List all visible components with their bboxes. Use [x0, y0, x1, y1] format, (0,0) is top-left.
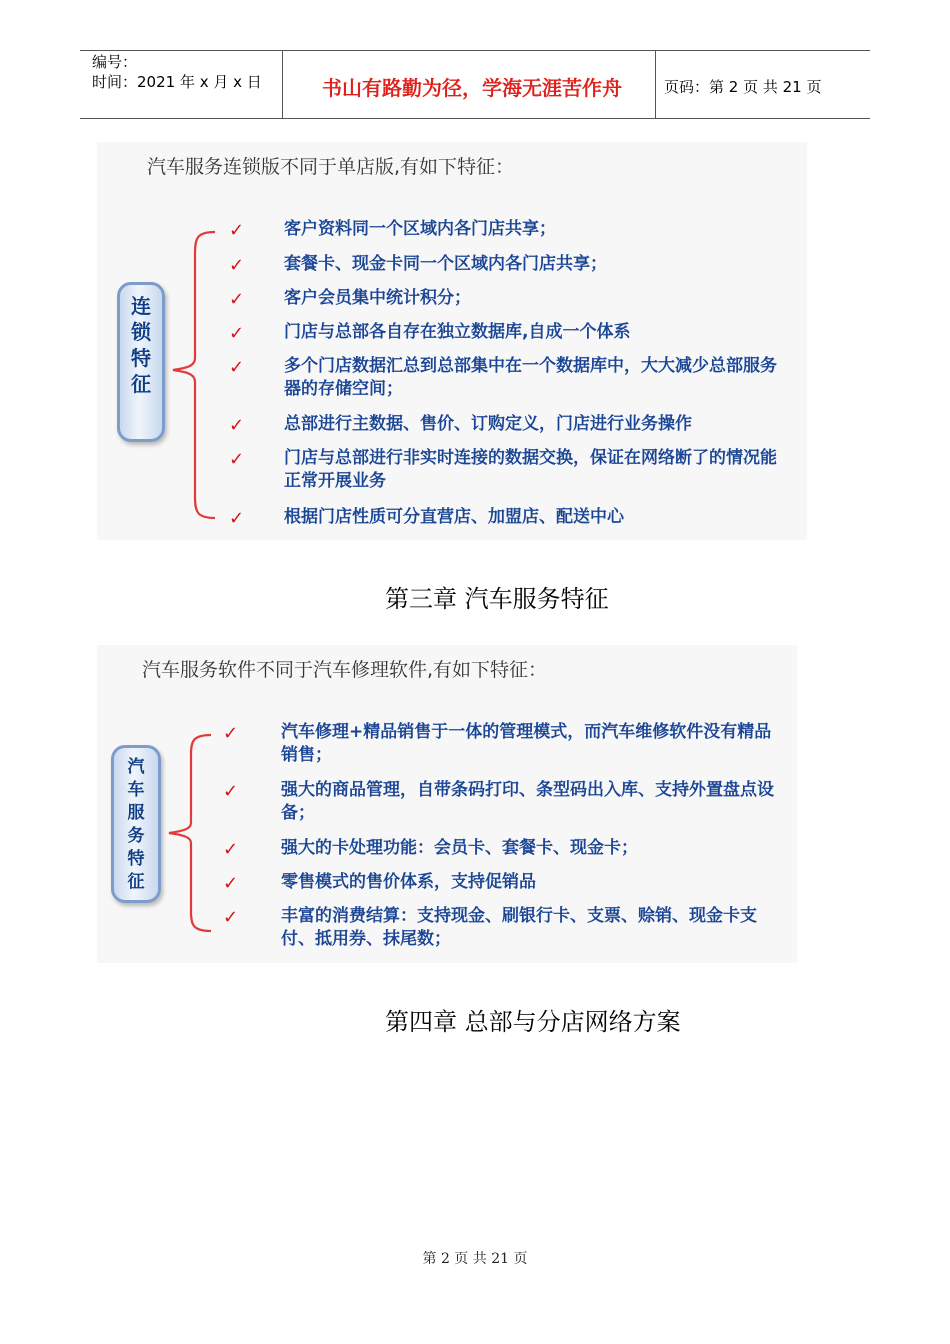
figure2-brace	[165, 733, 215, 933]
figure1-item: 套餐卡、现金卡同一个区域内各门店共享；	[284, 254, 607, 274]
check-icon: ✓	[223, 723, 239, 744]
figure2-item: 零售模式的售价体系，支持促销品	[281, 872, 536, 892]
check-icon: ✓	[229, 289, 245, 310]
header-divider-1	[282, 50, 283, 118]
check-icon: ✓	[223, 839, 239, 860]
figure1-item: 多个门店数据汇总到总部集中在一个数据库中，大大减少总部服务器的存储空间；	[284, 356, 777, 399]
figure1-item: 总部进行主数据、售价、订购定义，门店进行业务操作	[284, 414, 692, 434]
figure1-item: 门店与总部进行非实时连接的数据交换，保证在网络断了的情况能正常开展业务	[284, 448, 777, 491]
header-motto: 书山有路勤为径，学海无涯苦作舟	[322, 76, 622, 100]
figure1-badge	[117, 282, 165, 442]
figure2-badge-text: 汽车服务特征	[127, 757, 145, 892]
figure1-item: 门店与总部各自存在独立数据库,自成一个体系	[284, 322, 631, 342]
time-label: 时间：2021 年 x 月 x 日	[92, 73, 262, 91]
check-icon: ✓	[223, 907, 239, 928]
header-top-rule	[80, 50, 870, 51]
check-icon: ✓	[229, 357, 245, 378]
figure1-item: 根据门店性质可分直营店、加盟店、配送中心	[284, 507, 624, 527]
figure2-item: 强大的商品管理，自带条码打印、条型码出入库、支持外置盘点设备；	[281, 780, 774, 823]
figure1-brace	[169, 230, 219, 520]
check-icon: ✓	[229, 449, 245, 470]
check-icon: ✓	[223, 873, 239, 894]
figure2-item: 丰富的消费结算：支持现金、刷银行卡、支票、赊销、现金卡支付、抵用券、抹尾数；	[281, 906, 757, 949]
check-icon: ✓	[229, 415, 245, 436]
chapter-4-heading: 第四章 总部与分店网络方案	[385, 1008, 681, 1036]
check-icon: ✓	[229, 220, 245, 241]
figure-chain-features	[97, 142, 807, 540]
figure2-intro: 汽车服务软件不同于汽车修理软件,有如下特征：	[142, 659, 548, 681]
header-meta	[92, 52, 262, 92]
figure-service-features	[97, 645, 797, 963]
figure2-item: 强大的卡处理功能：会员卡、套餐卡、现金卡；	[281, 838, 638, 858]
figure1-item: 客户会员集中统计积分；	[284, 288, 471, 308]
check-icon: ✓	[229, 323, 245, 344]
header-divider-2	[655, 50, 656, 118]
figure1-badge-text: 连锁特征	[131, 294, 151, 396]
header-page-code: 页码：第 2 页 共 21 页	[664, 78, 822, 96]
page-footer: 第 2 页 共 21 页	[422, 1251, 528, 1267]
figure2-item: 汽车修理+精品销售于一体的管理模式，而汽车维修软件没有精品销售；	[281, 722, 772, 765]
figure2-badge	[111, 745, 161, 903]
check-icon: ✓	[229, 508, 245, 529]
figure1-intro: 汽车服务连锁版不同于单店版,有如下特征：	[147, 156, 515, 178]
chapter-3-heading: 第三章 汽车服务特征	[385, 585, 609, 613]
number-label: 编号：	[92, 53, 138, 71]
check-icon: ✓	[229, 255, 245, 276]
check-icon: ✓	[223, 781, 239, 802]
figure1-item: 客户资料同一个区域内各门店共享；	[284, 219, 556, 239]
header-bottom-rule	[80, 118, 870, 119]
